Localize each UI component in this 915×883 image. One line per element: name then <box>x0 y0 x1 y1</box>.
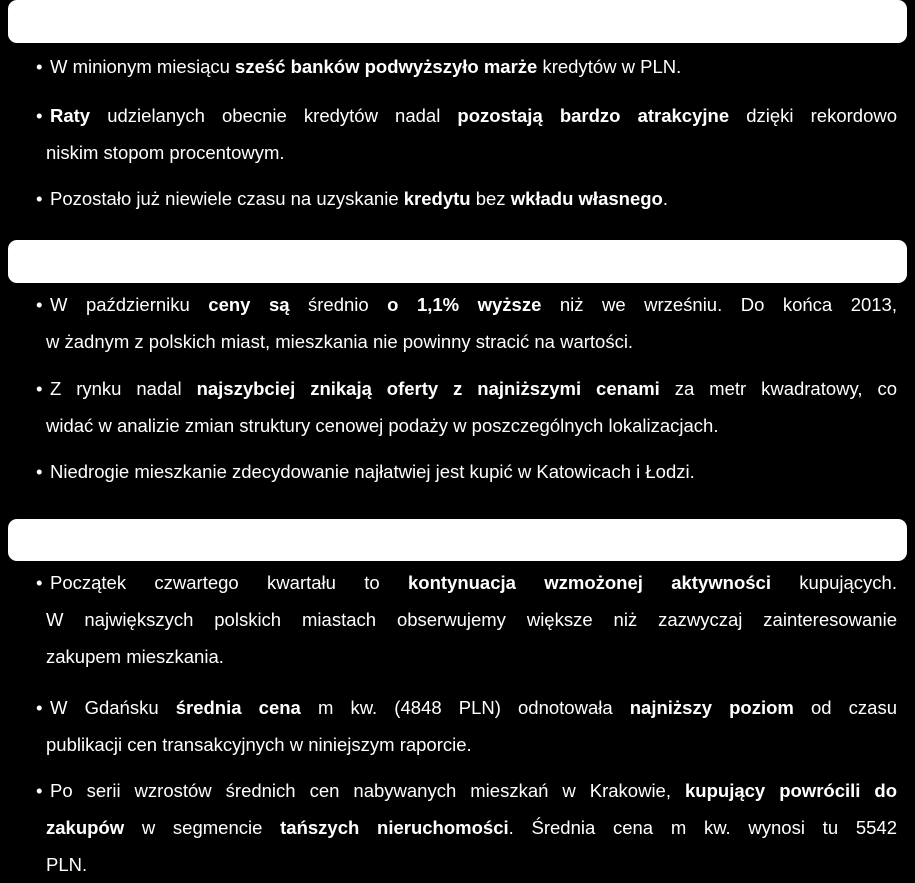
text: . <box>662 188 668 209</box>
bold-text: kupujący powrócili do <box>685 780 898 801</box>
text: niż we wrześniu. Do końca 2013, <box>541 294 897 315</box>
bullet-line <box>36 601 897 638</box>
bullet-item <box>36 453 897 490</box>
bullet-line <box>36 180 897 217</box>
bullet-item <box>36 97 897 171</box>
text: za metr kwadratowy, co <box>659 378 897 399</box>
header-bar-3 <box>8 519 907 561</box>
bullet-line <box>36 370 897 407</box>
text: W minionym miesiącu <box>50 56 236 77</box>
bullet-line <box>36 809 897 846</box>
bold-text: średnia cena <box>175 697 301 718</box>
bullet-dot-icon: • <box>36 378 43 399</box>
text: PLN. <box>46 854 88 875</box>
text: Z rynku nadal <box>50 378 197 399</box>
text: widać w analizie zmian struktury cenowej podaży w poszczególnych lokalizacjach. <box>46 415 719 436</box>
text: średnio <box>289 294 388 315</box>
bullet-line <box>36 726 897 763</box>
bold-text: sześć banków podwyższyło marże <box>235 56 538 77</box>
text: . Średnia cena m kw. wynosi tu 5542 <box>508 817 897 838</box>
bold-text: Raty <box>50 105 91 126</box>
bullet-item <box>36 689 897 763</box>
bold-text: tańszych nieruchomości <box>280 817 509 838</box>
bullet-line <box>36 48 897 85</box>
bullet-dot-icon: • <box>36 294 43 315</box>
bold-text: najszybciej znikają oferty z najniższymi cenami <box>196 378 660 399</box>
bullet-line <box>36 689 897 726</box>
text: dzięki rekordowo <box>729 105 898 126</box>
bullet-item <box>36 564 897 675</box>
text: kupujących. <box>770 572 897 593</box>
bullet-line <box>36 772 897 809</box>
text: W największych polskich miastach obserwujemy większe niż zazwyczaj zainteresowanie <box>46 609 897 630</box>
bullet-line <box>36 846 897 883</box>
text: w segmencie <box>124 817 281 838</box>
bullet-dot-icon: • <box>36 780 43 801</box>
bullet-dot-icon: • <box>36 188 43 209</box>
header-bar-1 <box>8 0 907 43</box>
text: niskim stopom procentowym. <box>46 142 285 163</box>
bold-text: zakupów <box>46 817 125 838</box>
bullet-item <box>36 772 897 883</box>
bold-text: wkładu własnego <box>510 188 663 209</box>
bold-text: kredytu <box>403 188 471 209</box>
bold-text: ceny są <box>208 294 290 315</box>
bullet-dot-icon: • <box>36 56 43 77</box>
bold-text: o 1,1% wyższe <box>387 294 542 315</box>
header-bar-2 <box>8 240 907 283</box>
text: Początek czwartego kwartału to <box>50 572 408 593</box>
bullet-item <box>36 286 897 360</box>
text: Po serii wzrostów średnich cen nabywanych mieszkań w Krakowie, <box>50 780 685 801</box>
text: W Gdańsku <box>50 697 176 718</box>
text: od czasu <box>793 697 897 718</box>
bullet-line <box>36 97 897 134</box>
text: Niedrogie mieszkanie zdecydowanie najłatwiej jest kupić w Katowicach i Łodzi. <box>50 461 695 482</box>
text: m kw. (4848 PLN) odnotowała <box>300 697 630 718</box>
bold-text: pozostają bardzo atrakcyjne <box>457 105 730 126</box>
text: W październiku <box>50 294 209 315</box>
bullet-item <box>36 180 897 217</box>
bullet-line <box>36 286 897 323</box>
bullet-dot-icon: • <box>36 572 43 593</box>
bullet-dot-icon: • <box>36 697 43 718</box>
text: Pozostało już niewiele czasu na uzyskanie <box>50 188 404 209</box>
bullet-line <box>36 638 897 675</box>
text: bez <box>470 188 511 209</box>
bullet-line <box>36 407 897 444</box>
bullet-line <box>36 564 897 601</box>
text: zakupem mieszkania. <box>46 646 224 667</box>
bullet-item <box>36 48 897 85</box>
text: udzielanych obecnie kredytów nadal <box>90 105 458 126</box>
text: w żadnym z polskich miast, mieszkania nie powinny stracić na wartości. <box>46 331 634 352</box>
bold-text: najniższy poziom <box>629 697 794 718</box>
bold-text: kontynuacja wzmożonej aktywności <box>407 572 771 593</box>
bullet-dot-icon: • <box>36 461 43 482</box>
text: kredytów w PLN. <box>537 56 682 77</box>
bullet-line <box>36 134 897 171</box>
bullet-line <box>36 453 897 490</box>
bullet-line <box>36 323 897 360</box>
text: publikacji cen transakcyjnych w niniejszym raporcie. <box>46 734 472 755</box>
bullet-dot-icon: • <box>36 105 43 126</box>
bullet-item <box>36 370 897 444</box>
